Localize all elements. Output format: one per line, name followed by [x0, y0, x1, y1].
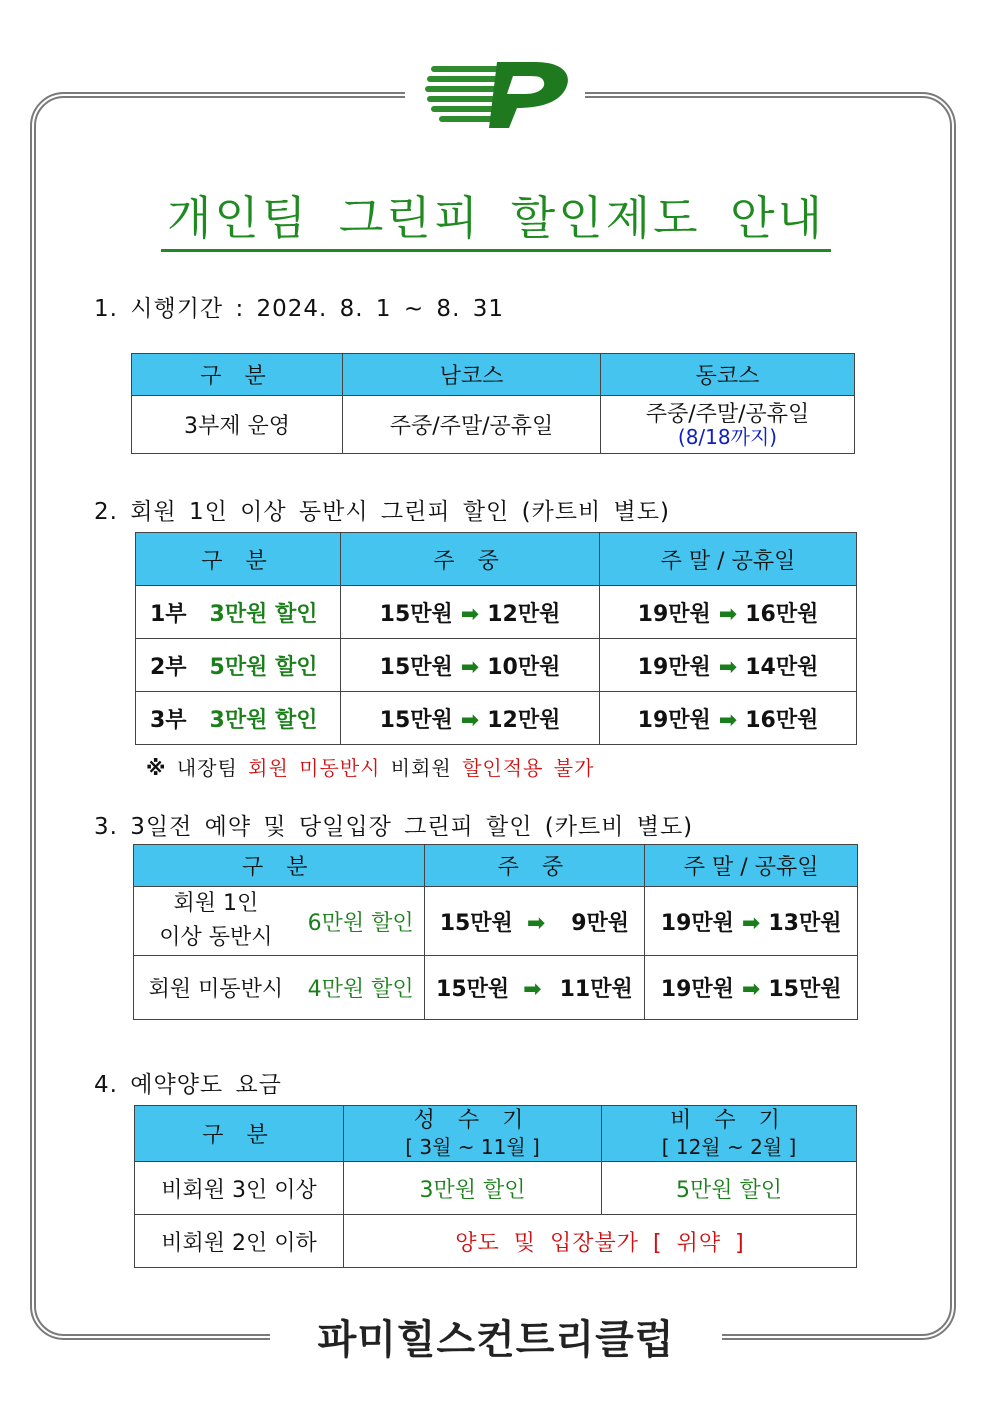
- peak-season-label: 성 수 기: [413, 1107, 532, 1133]
- transfer-prohibited-notice: 양도 및 입장불가 [ 위약 ]: [344, 1215, 857, 1268]
- section-1-heading: 1. 시행기간 : 2024. 8. 1 ~ 8. 31: [94, 296, 504, 322]
- weekend-from: 19만원: [637, 707, 711, 733]
- page-title-wrap: [0, 182, 992, 248]
- off-season-label: 비 수 기: [670, 1107, 788, 1133]
- table-row: [134, 887, 858, 956]
- table-row: [136, 586, 857, 639]
- reference-mark-icon: ※: [146, 756, 167, 780]
- table-row: [134, 956, 858, 1020]
- row-label: 비회원 3인 이상: [135, 1162, 344, 1215]
- header-weekend: 주 말 / 공휴일: [645, 845, 858, 887]
- operation-label: 3부제 운영: [132, 396, 343, 454]
- header-category: 구 분: [135, 1106, 344, 1162]
- header-category: 구 분: [136, 533, 341, 586]
- table-row: [136, 639, 857, 692]
- note-part-c: 비회원: [390, 756, 452, 780]
- note-part-d: 할인적용 불가: [462, 756, 595, 780]
- discount-label: 3만원 할인: [209, 707, 318, 733]
- arrow-right-icon: ➡: [718, 654, 738, 680]
- table-booking-transfer-fee: [134, 1105, 857, 1268]
- discount-label: 3만원 할인: [209, 601, 318, 627]
- page-title: 개인팀 그린피 할인제도 안내: [161, 191, 831, 252]
- header-east-course: 동코스: [601, 354, 855, 396]
- section-2-heading: 2. 회원 1인 이상 동반시 그린피 할인 (카트비 별도): [94, 499, 670, 525]
- arrow-right-icon: ➡: [523, 977, 542, 1002]
- header-category: 구 분: [134, 845, 425, 887]
- row-label-line1: 회원 1인: [173, 891, 259, 916]
- header-category: 구 분: [132, 354, 343, 396]
- discount-label: 4만원 할인: [298, 956, 424, 1020]
- arrow-right-icon: ➡: [718, 601, 738, 627]
- arrow-right-icon: ➡: [741, 910, 761, 936]
- arrow-right-icon: ➡: [460, 707, 480, 733]
- weekend-to: 13만원: [768, 910, 842, 936]
- weekday-to: 12만원: [487, 601, 561, 627]
- row-label: 비회원 2인 이하: [135, 1215, 344, 1268]
- weekend-to: 16만원: [745, 601, 819, 627]
- weekend-to: 16만원: [745, 707, 819, 733]
- peak-discount: 3만원 할인: [344, 1162, 602, 1215]
- table-advance-booking-discount: [133, 844, 858, 1020]
- south-course-days: 주중/주말/공휴일: [343, 396, 601, 454]
- east-course-days: 주중/주말/공휴일: [645, 401, 810, 427]
- east-course-note: (8/18까지): [677, 424, 778, 449]
- section-4-heading: 4. 예약양도 요금: [94, 1072, 282, 1098]
- east-course-cell: [601, 396, 855, 454]
- weekend-from: 19만원: [637, 654, 711, 680]
- header-weekday: 주 중: [424, 845, 645, 887]
- discount-note: [146, 752, 594, 781]
- off-discount: 5만원 할인: [602, 1162, 857, 1215]
- table-row: [135, 1162, 857, 1215]
- weekday-to: 10만원: [487, 654, 561, 680]
- header-peak-season: [344, 1106, 602, 1162]
- weekend-from: 19만원: [660, 977, 734, 1002]
- discount-label: 6만원 할인: [298, 887, 424, 956]
- note-part-a: 내장팀: [176, 756, 238, 780]
- weekday-from: 15만원: [439, 910, 513, 936]
- header-south-course: 남코스: [343, 354, 601, 396]
- arrow-right-icon: ➡: [460, 654, 480, 680]
- header-weekday: 주 중: [341, 533, 600, 586]
- arrow-right-icon: ➡: [718, 707, 738, 733]
- weekday-to: 12만원: [487, 707, 561, 733]
- arrow-right-icon: ➡: [526, 910, 546, 936]
- part-label: 2부: [150, 654, 187, 680]
- table-row: [136, 692, 857, 745]
- section-3-heading: 3. 3일전 예약 및 당일입장 그린피 할인 (카트비 별도): [94, 814, 694, 840]
- table-member-discount: [135, 532, 857, 745]
- green-striped-p-logo-icon: [405, 52, 585, 136]
- table-row: [135, 1215, 857, 1268]
- off-season-range: [ 12월 ~ 2월 ]: [661, 1134, 797, 1159]
- weekday-from: 15만원: [436, 977, 510, 1002]
- arrow-right-icon: ➡: [460, 601, 480, 627]
- note-part-b: 회원 미동반시: [248, 756, 381, 780]
- row-label-line2: 이상 동반시: [159, 925, 273, 950]
- logo: [405, 52, 585, 136]
- header-off-season: [602, 1106, 857, 1162]
- header-weekend: 주 말 / 공휴일: [600, 533, 857, 586]
- discount-label: 5만원 할인: [209, 654, 318, 680]
- arrow-right-icon: ➡: [741, 977, 761, 1002]
- weekend-to: 15만원: [768, 977, 842, 1002]
- weekend-from: 19만원: [637, 601, 711, 627]
- footer: [270, 1310, 722, 1370]
- weekday-to: 9만원: [571, 910, 630, 936]
- table-course-operation: [131, 353, 855, 454]
- row-label: 회원 미동반시: [134, 956, 298, 1020]
- peak-season-range: [ 3월 ~ 11월 ]: [405, 1134, 540, 1159]
- weekday-from: 15만원: [379, 654, 453, 680]
- club-name: 파미힐스컨트리클럽: [317, 1316, 675, 1363]
- part-label: 1부: [150, 601, 187, 627]
- weekend-to: 14만원: [745, 654, 819, 680]
- weekend-from: 19만원: [660, 910, 734, 936]
- part-label: 3부: [150, 707, 187, 733]
- weekday-from: 15만원: [379, 707, 453, 733]
- weekday-from: 15만원: [379, 601, 453, 627]
- weekday-to: 11만원: [559, 977, 633, 1002]
